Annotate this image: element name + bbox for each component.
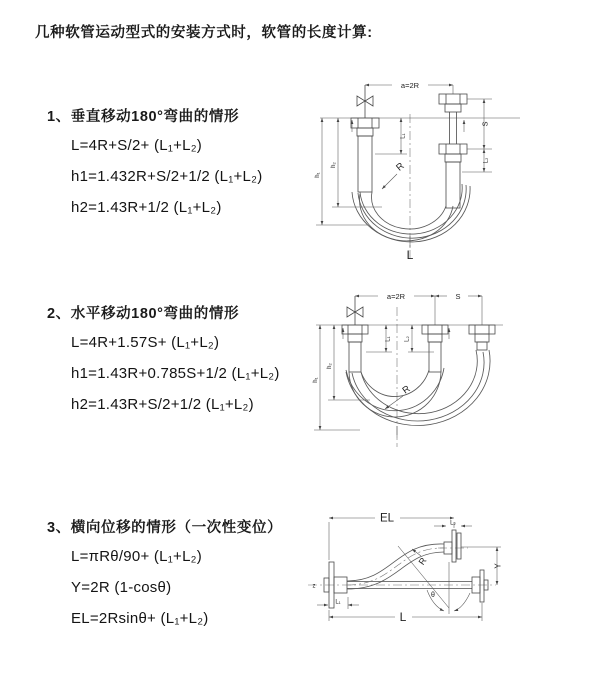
right-fitting [469,325,495,350]
dim-label-l2: L₂ [450,520,456,527]
left-fitting [342,325,368,372]
dim-label-h2: h₂ [327,363,333,369]
formula-line: h2=1.43R+1/2 (L₁+L₂) [71,199,222,216]
diagram-horizontal-180-bend [308,282,598,452]
dimension-s [467,99,492,149]
dim-label-h2: h₂ [331,162,337,168]
dimension-h2 [327,325,370,400]
dim-label-r: R [400,383,413,397]
dim-label-l2: L₂ [404,336,411,342]
page-title: 几种软管运动型式的安装方式时，软管的长度计算: [35,25,373,41]
dimension-l2 [434,521,472,527]
movement-arrows [352,120,464,132]
dim-label-r: R [394,160,407,174]
s-curve-hose [347,544,444,589]
dim-label-theta: θ [431,592,435,599]
dimension-s [435,292,482,325]
dim-label-l: L [406,248,414,262]
right-flange [472,570,488,602]
valve-icon [357,85,373,118]
upper-flange [444,530,461,562]
dimension-a2r [365,81,453,94]
angle-construction [398,546,470,614]
dim-label-s: S [455,292,461,301]
dimension-l2 [462,149,492,172]
left-fitting [351,118,379,192]
dimension-l2 [405,325,435,352]
dim-label-l1: L₁ [400,133,407,139]
diagram-vertical-180-bend [312,72,592,262]
formula-line: h1=1.432R+S/2+1/2 (L₁+L₂) [71,168,263,185]
dimension-l1 [317,597,359,609]
formula-line: L=πRθ/90+ (L₁+L₂) [71,548,202,565]
radius-callout [382,161,407,189]
hose-arcs [352,184,470,242]
dim-label-y: Y [493,563,503,569]
centerlines [308,548,496,590]
right-fitting [439,94,467,208]
dim-label-a2r: a=2R [400,81,420,90]
dimension-y [461,547,503,585]
formula-line: h2=1.43R+S/2+1/2 (L₁+L₂) [71,396,254,413]
dim-label-l1: L₁ [335,599,341,606]
dim-label-el: EL [379,512,395,525]
movement-arrows [343,328,449,342]
formula-line: EL=2Rsinθ+ (L₁+L₂) [71,610,209,627]
formula-line: Y=2R (1-cosθ) [71,579,172,596]
formula-line: L=4R+1.57S+ (L₁+L₂) [71,334,220,351]
dim-label-r: R [416,555,429,567]
radius-callout [412,549,429,567]
valve-icon [347,296,363,325]
middle-fitting [422,325,448,372]
hose-arcs [346,350,490,425]
dim-label-s: S [480,121,490,127]
dim-label-h1: h₁ [315,172,321,178]
length-label [407,236,414,262]
dimension-l1 [375,118,407,154]
dimension-a2r [355,292,435,301]
centerline-break-z: z [312,583,316,590]
dim-label-h1: h₁ [313,377,319,383]
dim-label-l2: L₂ [483,157,490,164]
section-1-heading: 1、垂直移动180°弯曲的情形 [47,109,240,125]
dim-label-l: L [399,610,407,624]
formula-line: h1=1.43R+0.785S+1/2 (L₁+L₂) [71,365,280,382]
centerlines [320,114,520,260]
dimension-l [329,603,482,624]
dim-label-a2r: a=2R [386,292,406,301]
dim-label-l1: L₁ [385,336,392,342]
formula-line: L=4R+S/2+ (L₁+L₂) [71,137,203,154]
dimension-h2 [331,118,382,207]
diagram-lateral-displacement [300,500,600,652]
dimension-l1 [366,325,392,352]
section-2-heading: 2、水平移动180°弯曲的情形 [47,306,240,322]
section-3-heading: 3、横向位移的情形（一次性变位） [47,520,283,536]
